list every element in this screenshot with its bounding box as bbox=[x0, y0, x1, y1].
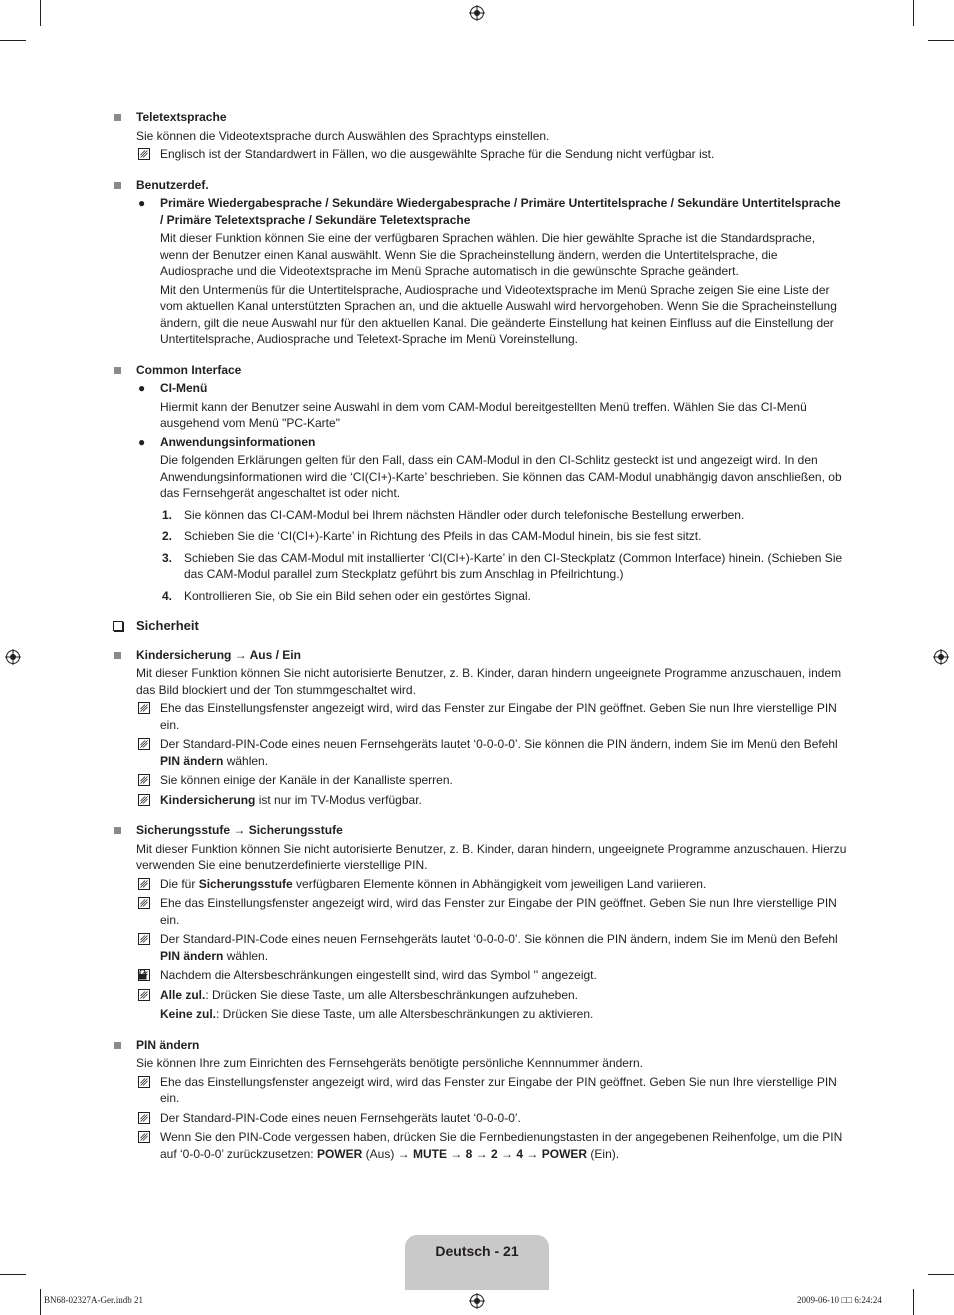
note: Sie können einige der Kanäle in der Kanalliste sperren. bbox=[136, 772, 847, 789]
crop-mark bbox=[913, 0, 914, 26]
square-bullet-icon bbox=[114, 367, 121, 374]
note: Ehe das Einstellungsfenster angezeigt wird, wird das Fenster zur Eingabe der PIN geöffnet. Geben Sie nun Ihre vierstellige PIN ein. bbox=[136, 895, 847, 928]
section-title: PIN ändern bbox=[136, 1037, 200, 1052]
footer-file: BN68-02327A-Ger.indb 21 bbox=[44, 1295, 143, 1305]
note-icon bbox=[138, 148, 150, 160]
section-desc: Mit dieser Funktion können Sie nicht autorisierte Benutzer, z. B. Kinder, daran hindern ungeeignete Programme anzuschauen, indem das Bild blockiert und der Ton stummgeschaltet wird. bbox=[136, 666, 842, 697]
step-item: 1. Sie können das CI-CAM-Modul bei Ihrem nächsten Händler oder durch telefonische Bestellung erwerben. bbox=[162, 507, 745, 522]
section-benutzerdef bbox=[112, 177, 847, 348]
section-sicherungsstufe bbox=[112, 822, 847, 1023]
note-icon bbox=[138, 897, 150, 909]
note-icon bbox=[138, 774, 150, 786]
registration-mark-icon bbox=[5, 649, 21, 665]
page-content bbox=[112, 109, 847, 1165]
note-icon bbox=[138, 1112, 150, 1124]
bullet-item: ● Anwendungsinformationen Die folgenden Erklärungen gelten für den Fall, dass ein CAM-Modul in den CI-Schlitz gesteckt ist und angezeigt wird. In den Anwendungsinformationen wird die ‘CI(CI+)-Karte’ beschrieben. Sie können das CAM-Modul unabhängig davon anschließen, ob das Fernsehgerät angeschaltet ist oder nicht. 1. Sie können das CI-CAM-Modul bei Ihrem nächsten Händler oder durch telefonische Bestellung erwerben. 2. Schieben Sie die ‘CI(CI+)-Karte’ in Richtung des Pfeils in das CAM-Modul hinein, bis sie fest sitzt. 3. Schieben Sie das CAM-Modul mit installierter ‘CI(CI+)-Karte’ in den CI-Steckplatz (Common Interface) hinein. (Schieben Sie das CAM-Modul parallel zum Steckplatz geführt bis zum Anschlag in Pfeilrichtung.) 4. Kontrollieren Sie, ob Sie ein Bild sehen oder ein gestörtes Signal. bbox=[136, 434, 847, 605]
bullet-icon: ● bbox=[138, 196, 146, 210]
note-icon bbox=[138, 702, 150, 714]
note: Der Standard-PIN-Code eines neuen Fernsehgeräts lautet ‘0-0-0-0’. bbox=[136, 1110, 847, 1127]
square-bullet-icon bbox=[114, 827, 121, 834]
note: Alle zul.: Drücken Sie diese Taste, um alle Altersbeschränkungen aufzuheben. Keine zul.: Drücken Sie diese Taste, um alle Altersbeschränkungen zu aktivieren. bbox=[136, 987, 847, 1023]
crop-mark bbox=[40, 1289, 41, 1315]
step-item: 3. Schieben Sie das CAM-Modul mit installierter ‘CI(CI+)-Karte’ in den CI-Steckplatz (Common Interface) hinein. (Schieben Sie das CAM-Modul parallel zum Steckplatz geführt bis zum Anschlag in Pfeilrichtung.) bbox=[162, 550, 843, 581]
section-desc: Sie können Ihre zum Einrichten des Fernsehgeräts benötigte persönliche Kennnummer ändern. bbox=[136, 1056, 643, 1070]
note: Kindersicherung ist nur im TV-Modus verfügbar. bbox=[136, 792, 847, 809]
chapter-heading: Sicherheit bbox=[112, 618, 847, 635]
section-title: Common Interface bbox=[136, 362, 242, 377]
registration-mark-icon bbox=[933, 649, 949, 665]
bullet-icon: ● bbox=[138, 434, 146, 449]
bullet-item: ● Primäre Wiedergabesprache / Sekundäre Wiedergabesprache / Primäre Untertitelsprache / Sekundäre Untertitelsprache / Primäre Teletextsprache / Sekundäre Teletextsprache Mit dieser Funktion können Sie eine der verfügbaren Sprachen wählen. Die hier gewählte Sprache ist die Standardsprache, wenn der Benutzer einen Kanal auswählt. Wenn Sie die Spracheinstellung ändern, werden die Untertitelsprache, die Audiosprache und die Videotextsprache im Menü Sprache automatisch in die gewünschte Sprache geändert. Mit den Untermenüs für die Untertitelsprache, Audiosprache und Videotextsprache im Menü Sprache zeigen Sie eine Liste der vom aktuellen Kanal unterstützten Sprachen an, und die aktuelle Auswahl wird hervorgehoben. Wenn Sie die Spracheinstellung ändern, gilt die neue Auswahl nur für den aktuellen Kanal. Die geänderte Einstellung hat keinen Einfluss auf die Einstellung der Untertitelsprache, Audiosprache und Teletext-Sprache im Menü Voreinstellung. bbox=[138, 196, 841, 346]
checkbox-square-icon bbox=[113, 621, 123, 631]
square-bullet-icon bbox=[114, 652, 121, 659]
section-pin-aendern bbox=[112, 1037, 847, 1163]
note: Der Standard-PIN-Code eines neuen Fernsehgeräts lautet ‘0-0-0-0’. Sie können die PIN ändern, indem Sie im Menü den Befehl PIN ändern wählen. bbox=[136, 931, 847, 964]
note-icon bbox=[138, 933, 150, 945]
page-number-tab bbox=[405, 1235, 549, 1290]
footer-date: 2009-06-10 □□ 6:24:24 bbox=[797, 1295, 882, 1305]
note-icon bbox=[138, 989, 150, 1001]
bullet-item: ● CI-Menü Hiermit kann der Benutzer seine Auswahl in dem vom CAM-Modul bereitgestellten Menü treffen. Wählen Sie das CI-Menü ausgehend vom Menü "PC-Karte" bbox=[138, 381, 807, 430]
note: Wenn Sie den PIN-Code vergessen haben, drücken Sie die Fernbedienungstasten in der angegebenen Reihenfolge, um die PIN auf ‘0-0-0-0’ zurückzusetzen: POWER (Aus) → MUTE → 8 → 2 → 4 → POWER (Ein). bbox=[136, 1129, 847, 1162]
note-icon bbox=[138, 1131, 150, 1143]
crop-mark bbox=[0, 40, 26, 41]
lock-icon bbox=[138, 969, 147, 980]
square-bullet-icon bbox=[114, 114, 121, 121]
registration-mark-icon bbox=[469, 5, 485, 21]
note: Ehe das Einstellungsfenster angezeigt wird, wird das Fenster zur Eingabe der PIN geöffnet. Geben Sie nun Ihre vierstellige PIN ein. bbox=[136, 700, 847, 733]
step-item: 4. Kontrollieren Sie, ob Sie ein Bild sehen oder ein gestörtes Signal. bbox=[162, 588, 531, 603]
step-item: 2. Schieben Sie die ‘CI(CI+)-Karte’ in Richtung des Pfeils in das CAM-Modul hinein, bis sie fest sitzt. bbox=[162, 529, 702, 543]
crop-mark bbox=[40, 0, 41, 26]
crop-mark bbox=[928, 40, 954, 41]
note: Englisch ist der Standardwert in Fällen, wo die ausgewählte Sprache für die Sendung nicht verfügbar ist. bbox=[136, 146, 847, 163]
section-desc: Sie können die Videotextsprache durch Auswählen des Sprachtyps einstellen. bbox=[136, 128, 550, 143]
note: Die für Sicherungsstufe verfügbaren Elemente können in Abhängigkeit vom jeweiligen Land variieren. bbox=[136, 876, 847, 893]
section-common-interface bbox=[112, 362, 847, 605]
section-title: Kindersicherung → Aus / Ein bbox=[136, 647, 301, 662]
registration-mark-icon bbox=[469, 1293, 485, 1309]
crop-mark bbox=[0, 1274, 26, 1275]
square-bullet-icon bbox=[114, 182, 121, 189]
section-title: Benutzerdef. bbox=[136, 177, 209, 192]
section-title: Sicherungsstufe → Sicherungsstufe bbox=[136, 823, 343, 837]
note-icon bbox=[138, 878, 150, 890]
note-icon bbox=[138, 738, 150, 750]
section-title: Teletextsprache bbox=[136, 110, 227, 124]
section-kindersicherung bbox=[112, 647, 847, 809]
page-number: Deutsch - 21 bbox=[435, 1243, 519, 1259]
note-icon bbox=[138, 1076, 150, 1088]
note-icon bbox=[138, 794, 150, 806]
crop-mark bbox=[928, 1274, 954, 1275]
note: Nachdem die Altersbeschränkungen eingestellt sind, wird das Symbol ' ' angezeigt. bbox=[136, 967, 847, 984]
note: Der Standard-PIN-Code eines neuen Fernsehgeräts lautet ‘0-0-0-0’. Sie können die PIN ändern, indem Sie im Menü den Befehl PIN ändern wählen. bbox=[136, 736, 847, 769]
section-desc: Mit dieser Funktion können Sie nicht autorisierte Benutzer, z. B. Kinder, daran hindern, ungeeignete Programme anzuschauen. Hierzu verwenden Sie eine benutzerdefinierte vierstellige PIN. bbox=[136, 841, 847, 872]
note: Ehe das Einstellungsfenster angezeigt wird, wird das Fenster zur Eingabe der PIN geöffnet. Geben Sie nun Ihre vierstellige PIN ein. bbox=[136, 1074, 847, 1107]
section-teletextsprache bbox=[112, 109, 847, 163]
bullet-icon: ● bbox=[138, 381, 146, 395]
crop-mark bbox=[913, 1289, 914, 1315]
square-bullet-icon bbox=[114, 1042, 121, 1049]
